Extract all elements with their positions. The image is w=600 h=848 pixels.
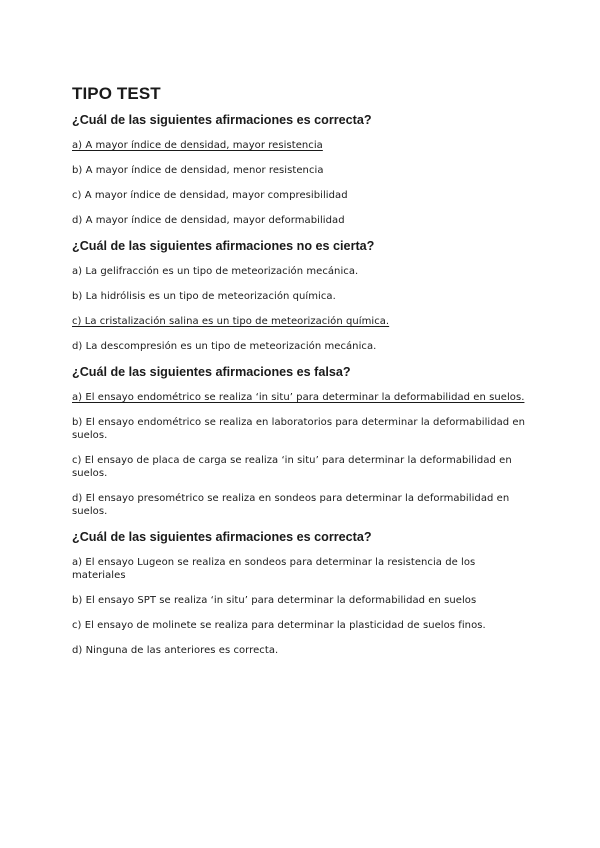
question-3-option-c: c) El ensayo de placa de carga se realiza ‘in situ’ para determinar la deformabilidad en suelos.: [72, 455, 512, 479]
question-2-option-b: b) La hidrólisis es un tipo de meteorización química.: [72, 291, 336, 302]
question-3-option-b: b) El ensayo endométrico se realiza en laboratorios para determinar la deformabilidad en suelos.: [72, 417, 526, 441]
question-1: ¿Cuál de las siguientes afirmaciones es correcta?: [72, 113, 372, 127]
question-4-options: [72, 556, 532, 657]
question-1-options: [72, 139, 532, 227]
question-2-options: [72, 265, 532, 353]
question-2-option-d: d) La descompresión es un tipo de meteorización mecánica.: [72, 341, 377, 352]
question-3-options: [72, 391, 532, 518]
question-3: ¿Cuál de las siguientes afirmaciones es falsa?: [72, 365, 351, 379]
document-page: [72, 84, 532, 669]
question-1-option-b: b) A mayor índice de densidad, menor resistencia: [72, 165, 324, 176]
question-1-option-c: c) A mayor índice de densidad, mayor compresibilidad: [72, 190, 348, 201]
question-1-option-d: d) A mayor índice de densidad, mayor deformabilidad: [72, 215, 345, 226]
question-4: ¿Cuál de las siguientes afirmaciones es correcta?: [72, 530, 372, 544]
question-4-option-c: c) El ensayo de molinete se realiza para determinar la plasticidad de suelos finos.: [72, 620, 486, 631]
question-3-option-a: a) El ensayo endométrico se realiza ‘in situ’ para determinar la deformabilidad en suelos.: [72, 392, 525, 403]
question-2-option-c: c) La cristalización salina es un tipo de meteorización química.: [72, 316, 390, 327]
question-2-option-a: a) La gelifracción es un tipo de meteorización mecánica.: [72, 266, 359, 277]
question-3-option-d: d) El ensayo presométrico se realiza en sondeos para determinar la deformabilidad en suelos.: [72, 493, 510, 517]
question-4-option-a: a) El ensayo Lugeon se realiza en sondeos para determinar la resistencia de los materiales: [72, 557, 476, 581]
question-1-option-a: a) A mayor índice de densidad, mayor resistencia: [72, 140, 323, 151]
question-4-option-b: b) El ensayo SPT se realiza ‘in situ’ para determinar la deformabilidad en suelos: [72, 595, 477, 606]
question-2: ¿Cuál de las siguientes afirmaciones no es cierta?: [72, 239, 375, 253]
document-title: TIPO TEST: [72, 84, 161, 103]
question-4-option-d: d) Ninguna de las anteriores es correcta.: [72, 645, 279, 656]
